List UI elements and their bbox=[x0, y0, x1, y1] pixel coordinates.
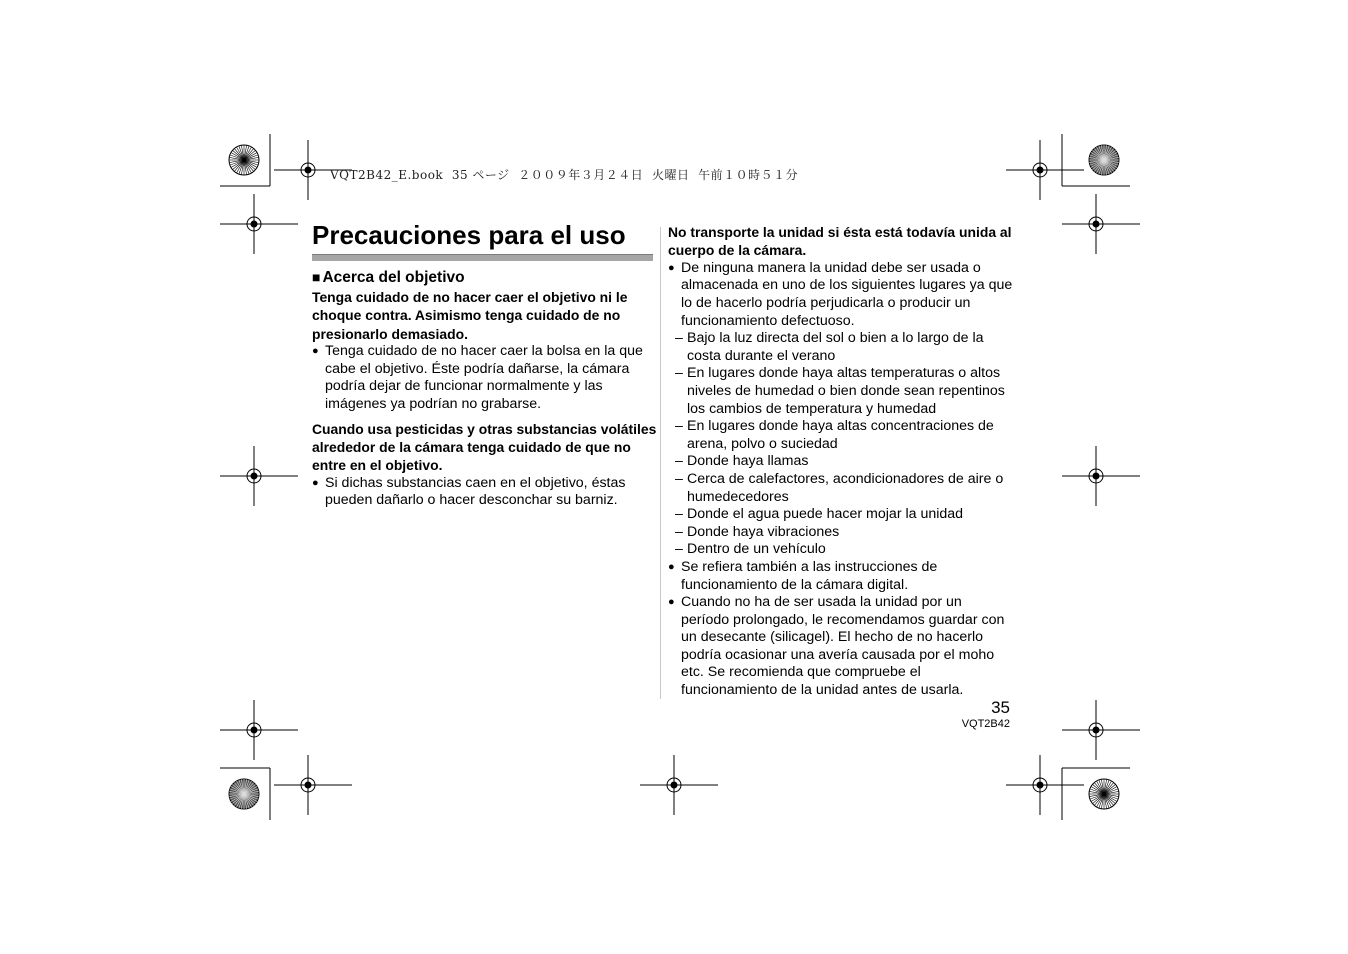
list-item-text: Se refiera también a las instrucciones de funcionamiento de la cámara digital. bbox=[681, 558, 938, 593]
document-code: VQT2B42 bbox=[961, 718, 1010, 730]
warning-volatile-substances: Cuando usa pesticidas y otras substancias volátiles alrededor de la cámara tenga cuidado de que no entre en el objetivo. bbox=[312, 420, 657, 474]
dash-icon: – bbox=[675, 523, 683, 540]
sub-list-item bbox=[668, 524, 1013, 542]
list-item-text: Cuando no ha de ser usada la unidad por un período prolongado, le recomendamos guardar con un desecante (silicagel). El hecho de no hacerlo podría ocasionar una avería causada por el moho etc. Se recomienda que compruebe el funcionamiento de la unidad antes de usarla. bbox=[681, 594, 1005, 699]
list-item-text: De ninguna manera la unidad debe ser usada o almacenada en uno de los siguientes lugares ya que lo de hacerlo podría perjudicarla o producir un funcionamiento defectuoso. bbox=[681, 259, 1013, 329]
dash-icon: – bbox=[675, 506, 683, 523]
sub-list-item bbox=[668, 365, 1013, 418]
sub-list-item bbox=[668, 506, 1013, 524]
sub-list-item-text: Donde el agua puede hacer mojar la unidad bbox=[687, 506, 964, 523]
page-number: 35 bbox=[991, 698, 1010, 717]
sub-list-item-text: En lugares donde haya altas temperaturas o altos niveles de humedad o bien donde sean repentinos los cambios de temperatura y humedad bbox=[687, 365, 1005, 417]
column-divider bbox=[660, 227, 661, 699]
section-heading bbox=[312, 267, 657, 288]
sub-list-item-text: Dentro de un vehículo bbox=[687, 541, 826, 558]
list-item bbox=[668, 559, 1013, 594]
sub-list-item bbox=[668, 330, 1013, 365]
title-underline bbox=[312, 254, 653, 261]
bullet-icon: ● bbox=[668, 596, 675, 609]
warning-lens-drop: Tenga cuidado de no hacer caer el objetivo ni le choque contra. Asimismo tenga cuidado de no presionarlo demasiado. bbox=[312, 289, 628, 342]
sub-list-item bbox=[668, 471, 1013, 506]
sub-list-item-text: Donde haya vibraciones bbox=[687, 523, 840, 540]
list-item-text: Si dichas substancias caen en el objetivo, éstas pueden dañarlo o hacer desconchar su barniz. bbox=[325, 474, 626, 509]
sub-list-item-text: En lugares donde haya altas concentraciones de arena, polvo o suciedad bbox=[687, 418, 994, 452]
list-item bbox=[668, 594, 1013, 700]
right-column bbox=[668, 223, 1013, 700]
bullet-icon: ● bbox=[312, 476, 319, 489]
section-heading-text: Acerca del objetivo bbox=[322, 269, 465, 286]
dash-icon: – bbox=[675, 453, 683, 470]
sub-list-item-text: Cerca de calefactores, acondicionadores de aire o humedecedores bbox=[687, 470, 1004, 505]
sub-list-item-text: Bajo la luz directa del sol o bien a lo largo de la costa durante el verano bbox=[687, 330, 984, 364]
page-title: Precauciones para el uso bbox=[312, 220, 626, 250]
list-item-text: Tenga cuidado de no hacer caer la bolsa en la que cabe el objetivo. Éste podría dañarse, la cámara podría dejar de funcionar normalmente y las imágenes ya podrían no grabarse. bbox=[325, 343, 643, 412]
sub-list-item bbox=[668, 541, 1013, 559]
list-item bbox=[312, 475, 657, 510]
list-item bbox=[668, 260, 1013, 330]
dash-icon: – bbox=[675, 541, 683, 558]
sub-list-item bbox=[668, 418, 1013, 453]
dash-icon: – bbox=[675, 418, 683, 435]
bullet-icon: ● bbox=[312, 345, 319, 358]
bullet-icon: ● bbox=[668, 261, 675, 274]
dash-icon: – bbox=[675, 365, 683, 382]
bullet-icon: ● bbox=[668, 560, 675, 573]
dash-icon: – bbox=[675, 470, 683, 487]
list-item bbox=[312, 343, 657, 413]
left-column bbox=[312, 267, 657, 510]
sub-list-item-text: Donde haya llamas bbox=[687, 453, 809, 470]
warning-transport: No transporte la unidad si ésta está todavía unida al cuerpo de la cámara. bbox=[668, 224, 1012, 259]
dash-icon: – bbox=[675, 330, 683, 347]
sub-list-item bbox=[668, 453, 1013, 471]
square-bullet-icon: ■ bbox=[312, 269, 321, 285]
print-slug-line: VQT2B42_E.book 35 ページ ２００９年３月２４日 火曜日 午前１０時５１分 bbox=[330, 168, 799, 182]
